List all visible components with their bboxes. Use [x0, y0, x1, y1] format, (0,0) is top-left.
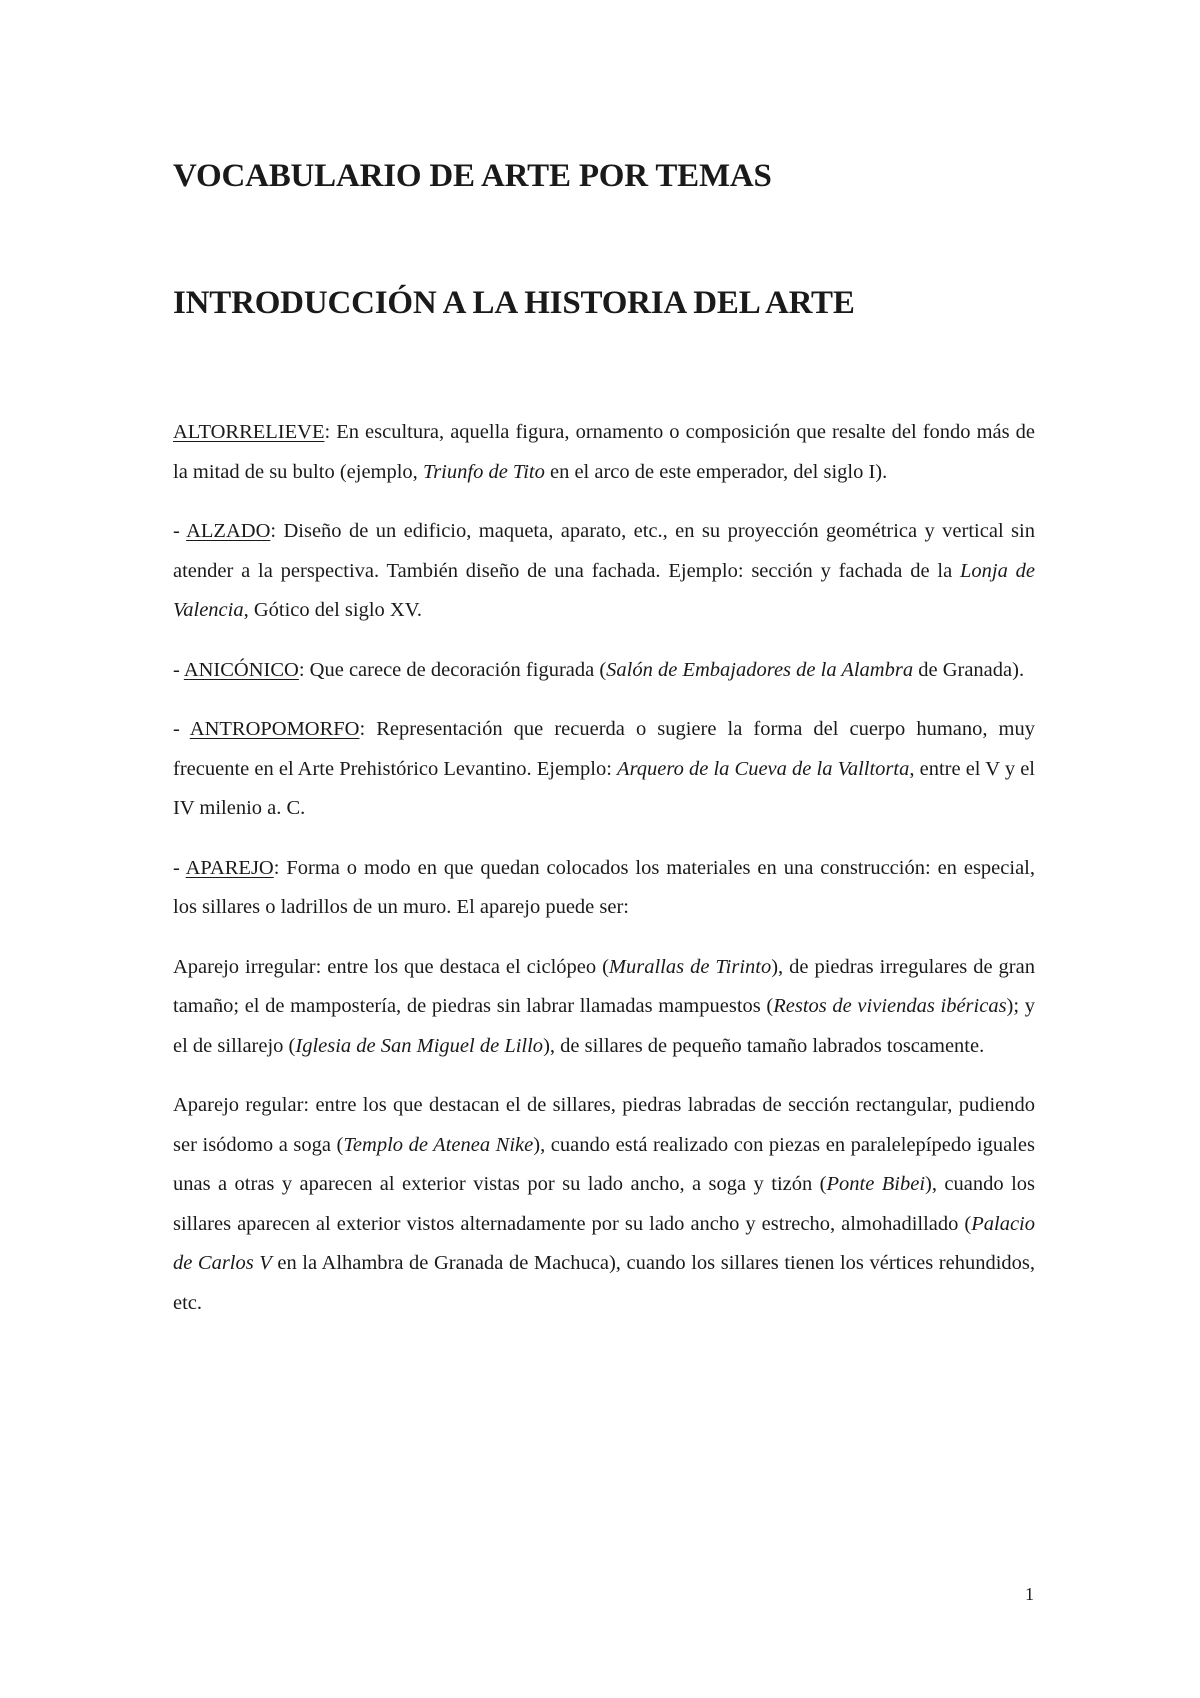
- entry-text: , Gótico del siglo XV.: [243, 599, 423, 621]
- entry-alzado: [173, 512, 1035, 631]
- entry-term: ANTROPOMORFO: [189, 718, 360, 740]
- entry-term: APAREJO: [185, 856, 274, 879]
- entry-example: Triunfo de Tito: [422, 460, 545, 483]
- entry-term: ANICÓNICO: [183, 658, 299, 681]
- entry-example: Arquero de la Cueva de la Valltorta: [617, 757, 910, 780]
- entry-dash: -: [173, 520, 187, 542]
- entry-example: Salón de Embajadores de la Alambra: [606, 658, 914, 681]
- paragraph-example: Templo de Atenea Nike: [343, 1133, 534, 1156]
- entry-text: : Representación que recuerda o sugiere la forma del cuerpo humano, muy frecuente en el Arte Prehistórico Levantino. Ejemplo:: [173, 718, 1035, 780]
- entry-text: : Diseño de un edificio, maqueta, aparato, etc., en su proyección geométrica y vertical sin atender a la perspectiva. También diseño de una fachada. Ejemplo: sección y fachada de la: [173, 520, 1035, 582]
- paragraph-text: en la Alhambra de Granada de Machuca), cuando los sillares tienen los vértices rehundidos, etc.: [173, 1252, 1035, 1314]
- document-title: VOCABULARIO DE ARTE POR TEMAS: [173, 158, 772, 194]
- entry-text: , entre el V y el IV milenio a. C.: [173, 757, 1036, 819]
- paragraph-text: ), de piedras irregulares de gran tamaño; el de mampostería, de piedras sin labrar llamadas mampuestos (: [173, 955, 1035, 1017]
- paragraph-example: Murallas de Tirinto: [608, 955, 772, 978]
- paragraph-text: ), de sillares de pequeño tamaño labrados toscamente.: [543, 1034, 985, 1057]
- entry-dash: -: [173, 856, 186, 879]
- aparejo-regular-paragraph: [173, 1086, 1035, 1323]
- entry-text: : Forma o modo en que quedan colocados los materiales en una construcción: en especial, los sillares o ladrillos de un muro. El aparejo puede ser:: [173, 856, 1035, 918]
- paragraph-text: ), cuando los sillares aparecen al exterior vistos alternadamente por su lado ancho y estrecho, almohadillado (: [173, 1173, 1035, 1235]
- paragraph-example: Iglesia de San Miguel de Lillo: [295, 1034, 544, 1057]
- entry-altorrelieve: [173, 413, 1035, 492]
- entry-dash: -: [173, 718, 190, 740]
- paragraph-text: Aparejo regular: entre los que destacan el de sillares, piedras labradas de sección rectangular, pudiendo ser isódomo a soga (: [173, 1094, 1035, 1156]
- entry-example: Lonja de Valencia: [173, 559, 1035, 621]
- section-heading: INTRODUCCIÓN A LA HISTORIA DEL ARTE: [173, 285, 855, 321]
- paragraph-text: ), cuando está realizado con piezas en paralelepípedo iguales unas a otras y aparecen al exterior vistas por su lado ancho, a soga y tizón (: [173, 1133, 1035, 1195]
- page-number: 1: [1025, 1584, 1034, 1604]
- entry-antropomorfo: [173, 710, 1035, 829]
- paragraph-text: ); y el de sillarejo (: [173, 995, 1035, 1057]
- entry-aniconico: [173, 651, 1035, 691]
- entry-text: de Granada).: [913, 658, 1025, 681]
- entry-dash: -: [173, 658, 184, 681]
- paragraph-example: Palacio de Carlos V: [173, 1212, 1035, 1274]
- document-body: [173, 413, 1035, 1343]
- aparejo-irregular-paragraph: [173, 948, 1035, 1067]
- paragraph-example: Restos de viviendas ibéricas: [773, 995, 1007, 1017]
- paragraph-example: Ponte Bibei: [826, 1173, 926, 1195]
- entry-aparejo: [173, 849, 1035, 928]
- entry-text: : En escultura, aquella figura, ornamento o composición que resalte del fondo más de la mitad de su bulto (ejemplo,: [173, 421, 1035, 483]
- paragraph-text: Aparejo irregular: entre los que destaca el ciclópeo (: [173, 955, 609, 978]
- entry-text: : Que carece de decoración figurada (: [298, 658, 607, 681]
- entry-term: ALZADO: [186, 520, 271, 542]
- entry-text: en el arco de este emperador, del siglo I).: [544, 460, 888, 483]
- document-page: [173, 0, 1035, 1698]
- entry-term: ALTORRELIEVE: [173, 421, 325, 443]
